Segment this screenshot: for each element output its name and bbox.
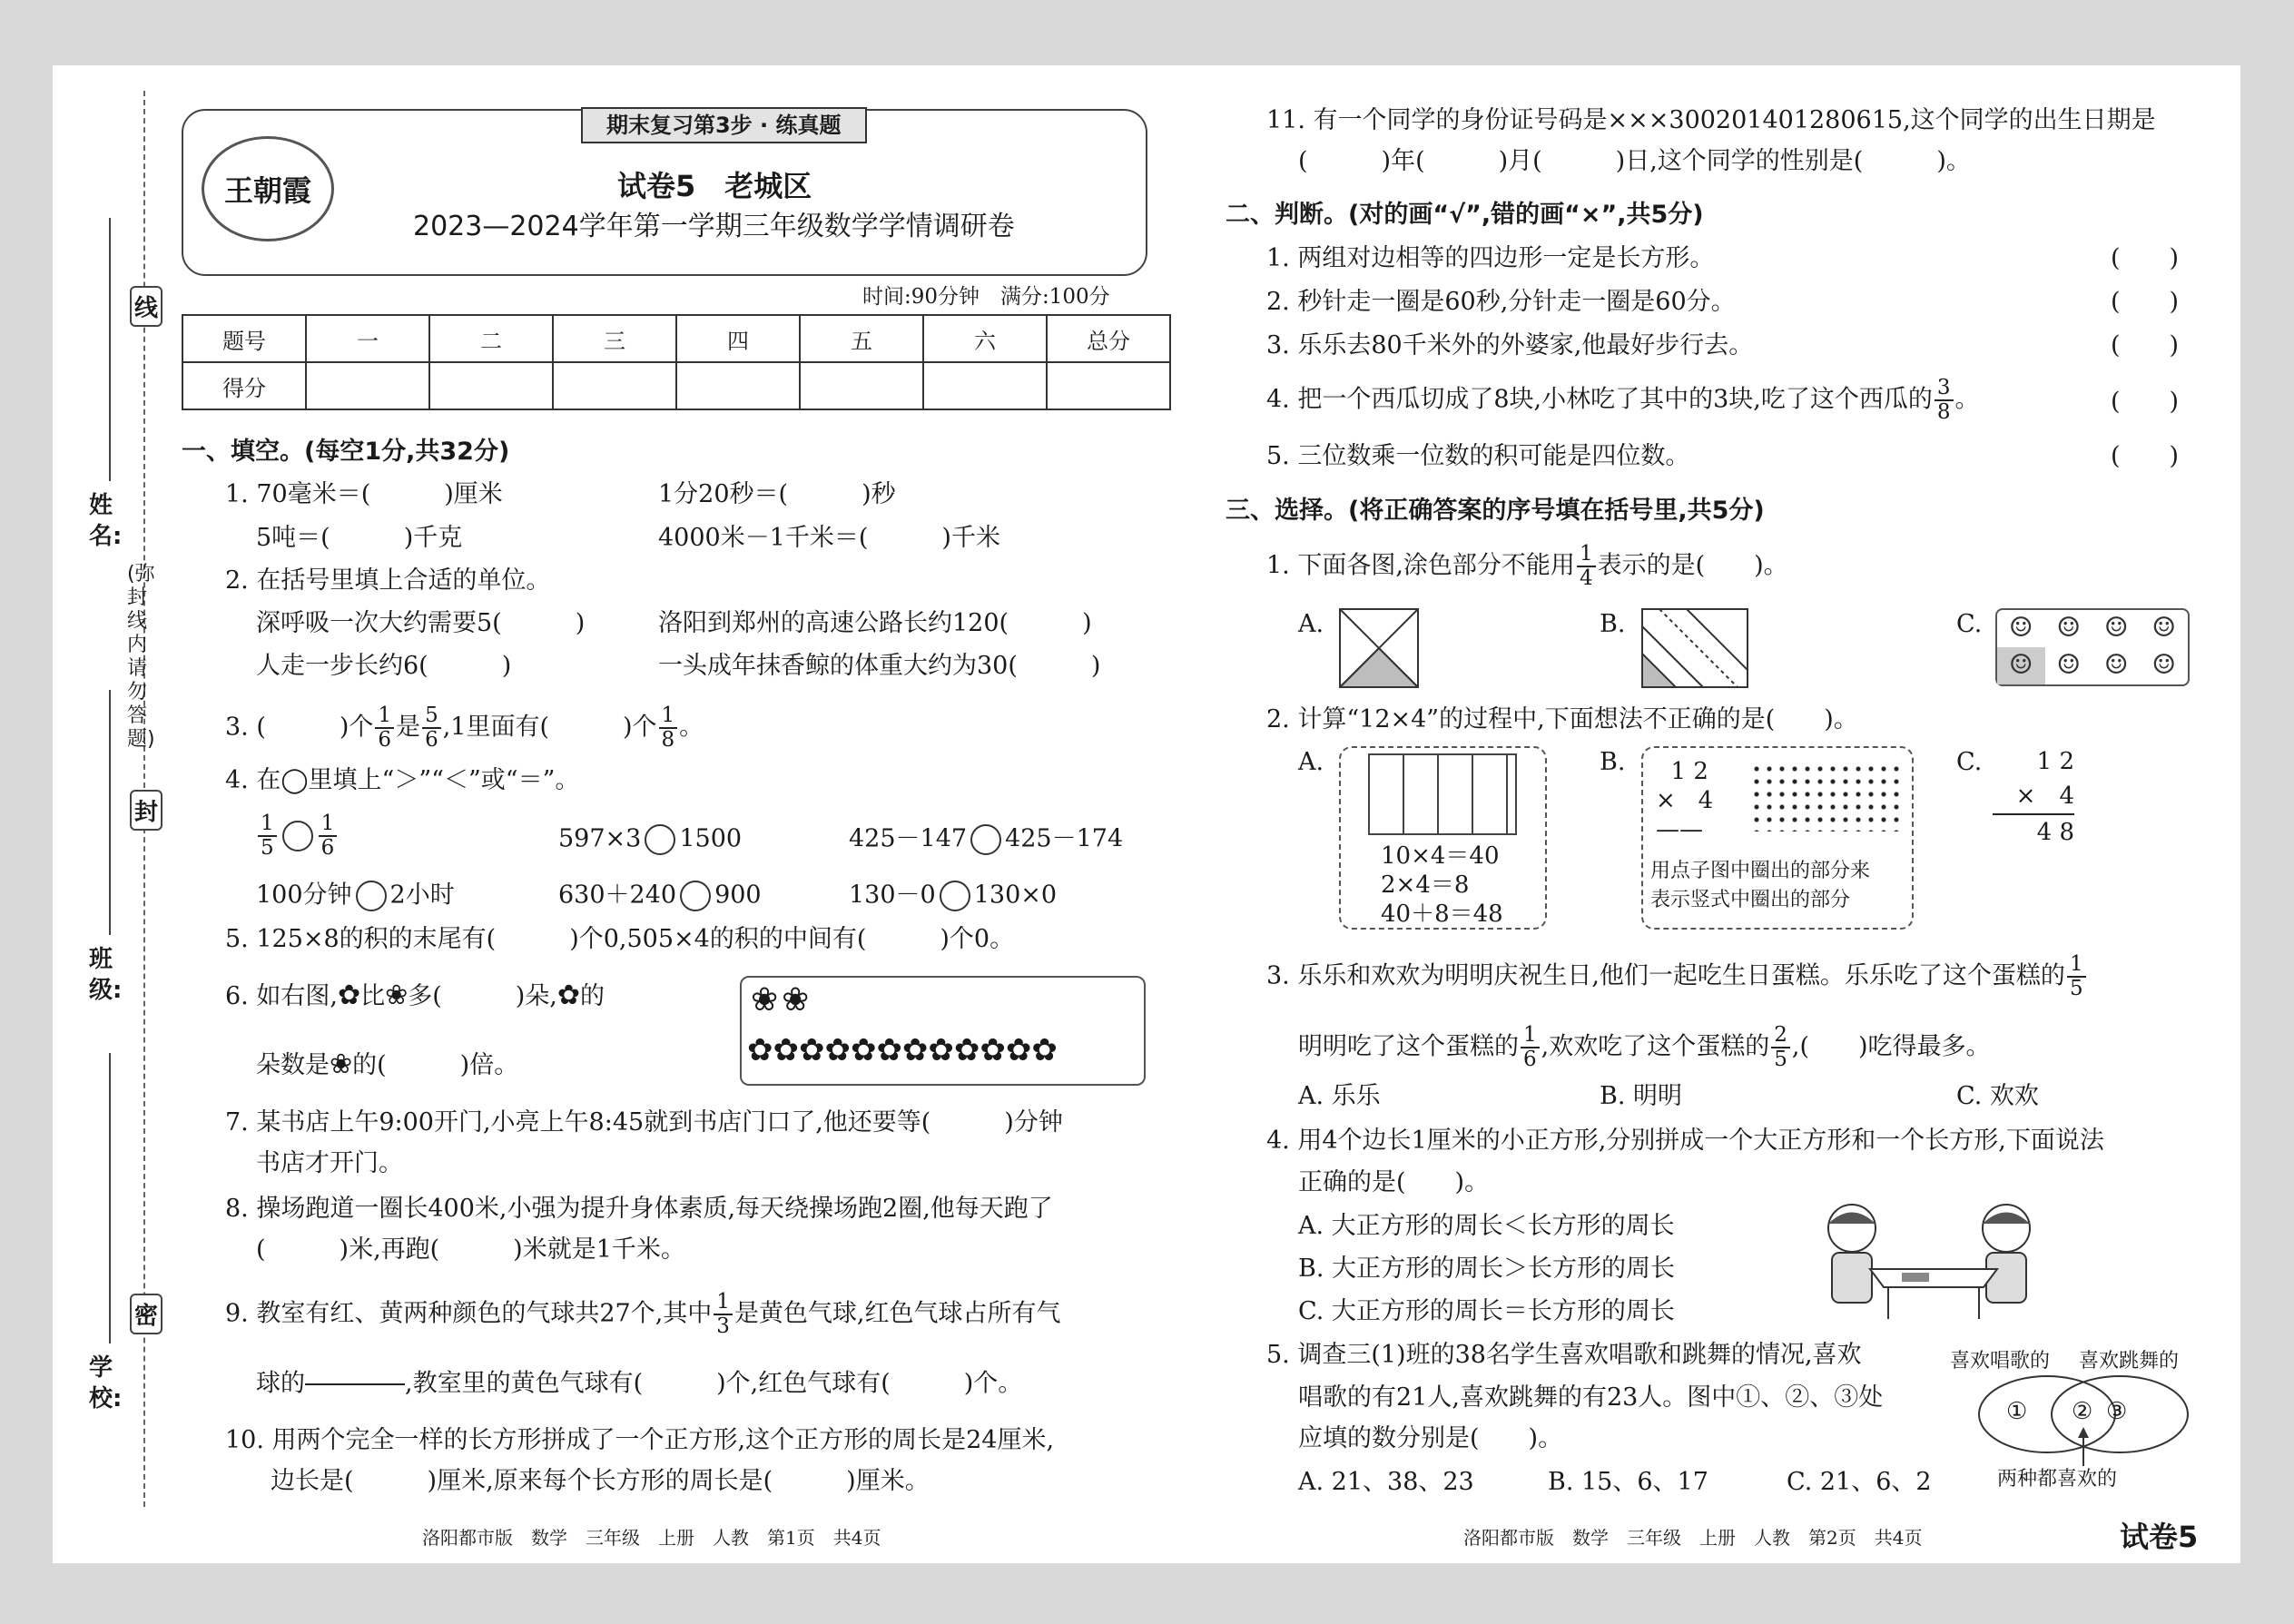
compare-circle[interactable]	[356, 881, 387, 911]
q8a: 8. 操场跑道一圈长400米,小强为提升身体素质,每天绕操场跑2圈,他每天跑了	[225, 1195, 1053, 1223]
fraction: $\frac{1}{8}$	[659, 704, 678, 752]
fraction: $\frac{5}{6}$	[422, 704, 441, 752]
score-cell: 六	[923, 315, 1047, 362]
score-cell: 三	[553, 315, 676, 362]
score-table	[182, 314, 1171, 410]
option-1a-figure[interactable]	[1339, 608, 1419, 688]
q9b: 球的 ,教室里的黄色气球有( )个,红色气球有( )个。	[256, 1362, 1022, 1407]
choice-1: 1. 下面各图,涂色部分不能用 $\frac{1}{4}$ 表示的是( )。	[1266, 542, 1788, 590]
q7b: 书店才开门。	[256, 1149, 403, 1177]
venn-mark-2: ②	[2072, 1398, 2093, 1425]
option-label-b: B.	[1600, 610, 1626, 638]
judge-3: 3. 乐乐去80千米外的外婆家,他最好步行去。	[1266, 331, 1754, 359]
q4b: 597×3 1500	[558, 824, 742, 855]
choice-5-option-c[interactable]: C. 21、6、2	[1787, 1468, 1932, 1496]
option-1c-figure[interactable]	[1995, 608, 2190, 686]
calc-line: 40＋8＝48	[1381, 901, 1503, 928]
flower-row-bottom: ✿✿✿✿✿✿✿✿✿✿✿✿	[747, 1032, 1058, 1068]
q3-text-2: 是	[396, 713, 421, 742]
class-field[interactable]	[109, 690, 111, 935]
venn-mark-1: ①	[2006, 1398, 2028, 1425]
calc-line: × 4	[1993, 779, 2074, 815]
option-2b-text-2: 表示竖式中圈出的部分	[1650, 889, 1851, 911]
choice-5a: 5. 调查三(1)班的38名学生喜欢唱歌和跳舞的情况,喜欢	[1266, 1341, 1862, 1369]
fraction: $\frac{1}{5}$	[2067, 953, 2086, 1000]
footer-left: 洛阳都市版 数学 三年级 上册 人教 第1页 共4页	[422, 1527, 881, 1549]
children-illustration	[1816, 1196, 2043, 1324]
flower-icon: ❀	[330, 1048, 353, 1080]
q4f: 130－0 130×0	[849, 881, 1057, 911]
option-1b-figure[interactable]	[1641, 608, 1748, 688]
score-input[interactable]	[553, 362, 676, 409]
judge-4-answer[interactable]: ( )	[2111, 388, 2180, 416]
q10a: 10. 用两个完全一样的长方形拼成了一个正方形,这个正方形的周长是24厘米,	[225, 1426, 1055, 1454]
compare-circle[interactable]	[282, 821, 313, 851]
score-cell: 得分	[182, 362, 306, 409]
q6b: 朵数是❀的( )倍。	[256, 1048, 519, 1080]
q9a: 9. 教室有红、黄两种颜色的气球共27个,其中 $\frac{1}{3}$ 是黄色气球,红色气球占所有气	[225, 1290, 1061, 1338]
option-label-a: A.	[1298, 748, 1324, 776]
smile-icon: ☺	[2151, 612, 2177, 644]
option-label-a: A.	[1298, 610, 1324, 638]
fraction: $\frac{1}{3}$	[714, 1291, 733, 1338]
q7a: 7. 某书店上午9:00开门,小亮上午8:45就到书店门口了,他还要等( )分钟	[225, 1108, 1063, 1137]
smile-icon: ☺	[2056, 649, 2082, 681]
q4d: 100分钟 2小时	[256, 881, 455, 911]
option-2a-box[interactable]	[1339, 746, 1547, 930]
flower-icon: ❀	[385, 979, 409, 1011]
judge-4: 4. 把一个西瓜切成了8块,小林吃了其中的3块,吃了这个西瓜的 $\frac{3}{8}$ 。	[1266, 376, 1980, 424]
judge-5: 5. 三位数乘一位数的积可能是四位数。	[1266, 442, 1690, 470]
compare-circle[interactable]	[970, 824, 1001, 855]
q3-text-1: 3. ( )个	[225, 713, 374, 742]
flower-row-top: ❀❀	[751, 981, 813, 1019]
score-input[interactable]	[923, 362, 1047, 409]
judge-1-answer[interactable]: ( )	[2111, 244, 2180, 272]
compare-circle[interactable]	[645, 824, 675, 855]
score-input[interactable]	[1047, 362, 1170, 409]
binding-warning: (弥封线内请勿答题)	[127, 563, 155, 751]
smile-icon: ☺	[1997, 647, 2045, 684]
score-input[interactable]	[306, 362, 429, 409]
flower-icon: ✿	[337, 979, 361, 1011]
fraction: $\frac{3}{8}$	[1935, 377, 1954, 424]
judge-3-answer[interactable]: ( )	[2111, 331, 2180, 359]
q8b: ( )米,再跑( )米就是1千米。	[256, 1235, 685, 1264]
venn-label-left: 喜欢唱歌的	[1950, 1350, 2051, 1373]
q2a: 深呼吸一次大约需要5( )	[256, 609, 586, 637]
choice-3a: 3. 乐乐和欢欢为明明庆祝生日,他们一起吃生日蛋糕。乐乐吃了这个蛋糕的 $\frac{1}{5}$	[1266, 953, 2088, 1000]
venn-mark-3: ③	[2106, 1398, 2128, 1425]
score-input[interactable]	[429, 362, 553, 409]
choice-5c: 应填的数分别是( )。	[1298, 1424, 1563, 1452]
option-2b-box[interactable]	[1641, 746, 1914, 930]
choice-3-option-c[interactable]: C. 欢欢	[1956, 1082, 2039, 1110]
q5: 5. 125×8的积的末尾有( )个0,505×4的积的中间有( )个0。	[225, 925, 1015, 953]
choice-5b: 唱歌的有21人,喜欢跳舞的有23人。图中①、②、③处	[1298, 1383, 1884, 1412]
option-2c-figure[interactable]	[1993, 744, 2074, 850]
choice-3-option-a[interactable]: A. 乐乐	[1298, 1082, 1381, 1110]
choice-4-option-b[interactable]: B. 大正方形的周长＞长方形的周长	[1298, 1255, 1676, 1283]
q11a: 11. 有一个同学的身份证号码是×××300201401280615,这个同学的出生日期是	[1266, 106, 2156, 134]
name-label: 姓名:	[89, 492, 123, 550]
choice-3-option-b[interactable]: B. 明明	[1600, 1082, 1683, 1110]
q3-text-4: 。	[679, 713, 704, 742]
q10b: 边长是( )厘米,原来每个长方形的周长是( )厘米。	[271, 1467, 930, 1495]
q2b: 洛阳到郑州的高速公路长约120( )	[658, 609, 1092, 637]
judge-2: 2. 秒针走一圈是60秒,分针走一圈是60分。	[1266, 288, 1736, 316]
banner: 期末复习第3步 · 练真题	[581, 107, 867, 143]
q1c: 5吨＝( )千克	[256, 524, 463, 552]
choice-4a: 4. 用4个边长1厘米的小正方形,分别拼成一个大正方形和一个长方形,下面说法	[1266, 1127, 2104, 1155]
score-value-row	[182, 362, 1170, 409]
venn-label-right: 喜欢跳舞的	[2079, 1350, 2180, 1373]
school-label: 学校:	[89, 1354, 123, 1412]
q1b: 1分20秒＝( )秒	[658, 480, 896, 508]
fraction: $\frac{1}{6}$	[1521, 1024, 1540, 1071]
exam-title: 试卷5 老城区	[617, 169, 812, 203]
name-field[interactable]	[109, 218, 111, 481]
choice-4b: 正确的是( )。	[1298, 1168, 1490, 1196]
venn-label-bottom: 两种都喜欢的	[1997, 1468, 2118, 1491]
flower-icon: ✿	[556, 979, 581, 1011]
choice-4-option-c[interactable]: C. 大正方形的周长＝长方形的周长	[1298, 1297, 1675, 1325]
q4e: 630＋240 900	[558, 881, 762, 911]
q1a: 1. 70毫米＝( )厘米	[225, 480, 503, 508]
flower-figure	[740, 976, 1146, 1086]
score-cell: 二	[429, 315, 553, 362]
calc-line: 2×4＝8	[1381, 871, 1470, 899]
score-cell: 五	[800, 315, 923, 362]
calc-line: 10×4＝40	[1381, 842, 1500, 870]
stick-bundle-figure	[1368, 753, 1517, 835]
score-cell: 题号	[182, 315, 306, 362]
calc-line: 4 8	[2036, 819, 2074, 846]
fraction: $\frac{1}{5}$	[258, 812, 277, 860]
score-header-row	[182, 315, 1170, 362]
q4c: 425－147 425－174	[849, 824, 1123, 855]
section1-title: 一、填空。(每空1分,共32分)	[182, 438, 510, 466]
q2: 2. 在括号里填上合适的单位。	[225, 566, 551, 595]
q3-text-3: ,1里面有( )个	[442, 713, 657, 742]
binding-mark-line: 线	[130, 286, 162, 327]
logo	[202, 136, 334, 241]
q2c: 人走一步长约6( )	[256, 652, 512, 680]
choice-4-option-a[interactable]: A. 大正方形的周长＜长方形的周长	[1298, 1212, 1675, 1240]
fraction: $\frac{2}{5}$	[1771, 1024, 1790, 1071]
calc-line: 1 2	[2036, 748, 2074, 775]
smile-icon: ☺	[2151, 649, 2177, 681]
option-label-b: B.	[1600, 748, 1626, 776]
q1d: 4000米－1千米＝( )千米	[658, 524, 1000, 552]
section2-title: 二、判断。(对的画“√”,错的画“×”,共5分)	[1226, 201, 1704, 229]
fraction: $\frac{1}{6}$	[319, 812, 338, 860]
score-input[interactable]	[676, 362, 800, 409]
q3	[225, 704, 704, 752]
smile-icon: ☺	[2103, 612, 2129, 644]
compare-circle[interactable]	[680, 881, 711, 911]
judge-1: 1. 两组对边相等的四边形一定是长方形。	[1266, 244, 1715, 272]
smile-icon: ☺	[2056, 612, 2082, 644]
class-label: 班级:	[89, 946, 123, 1004]
page-badge: 试卷5	[2120, 1520, 2199, 1554]
score-cell: 总分	[1047, 315, 1170, 362]
q2d: 一头成年抹香鲸的体重大约为30( )	[658, 652, 1101, 680]
score-input[interactable]	[800, 362, 923, 409]
score-cell: 一	[306, 315, 429, 362]
choice-2: 2. 计算“12×4”的过程中,下面想法不正确的是( )。	[1266, 705, 1858, 733]
compare-circle[interactable]	[940, 881, 970, 911]
logo-text: 王朝霞	[223, 173, 311, 208]
option-label-c: C.	[1956, 610, 1983, 638]
choice-3b: 明明吃了这个蛋糕的 $\frac{1}{6}$ ,欢欢吃了这个蛋糕的 $\frac{2}{5}$ ,( )吃得最多。	[1298, 1023, 1991, 1071]
binding-mark-secret: 密	[130, 1294, 162, 1334]
option-label-c: C.	[1956, 748, 1983, 776]
dot-array-figure	[1750, 763, 1905, 832]
judge-5-answer[interactable]: ( )	[2111, 442, 2180, 470]
school-field[interactable]	[109, 1053, 111, 1343]
fraction: $\frac{1}{4}$	[1577, 543, 1596, 590]
score-cell: 四	[676, 315, 800, 362]
footer-right: 洛阳都市版 数学 三年级 上册 人教 第2页 共4页	[1463, 1527, 1923, 1549]
section3-title: 三、选择。(将正确答案的序号填在括号里,共5分)	[1226, 497, 1765, 525]
smile-icon: ☺	[2103, 649, 2129, 681]
smile-icon: ☺	[2008, 612, 2033, 644]
q4a	[256, 812, 339, 860]
judge-2-answer[interactable]: ( )	[2111, 288, 2180, 316]
fraction-blank[interactable]	[305, 1362, 405, 1407]
q4: 4. 在◯里填上“＞”“＜”或“＝”。	[225, 766, 580, 794]
exam-subtitle: 2023—2024学年第一学期三年级数学学情调研卷	[413, 211, 1015, 242]
choice-5-option-a[interactable]: A. 21、38、23	[1298, 1468, 1474, 1496]
time-info: 时间:90分钟 满分:100分	[862, 285, 1110, 309]
choice-5-option-b[interactable]: B. 15、6、17	[1548, 1468, 1708, 1496]
vertical-calc-figure: 1 2 × 4 ——	[1656, 758, 1714, 843]
binding-mark-seal: 封	[130, 790, 162, 831]
q6a: 6. 如右图,✿比❀多( )朵,✿的	[225, 979, 605, 1011]
fraction: $\frac{1}{6}$	[375, 704, 394, 752]
q11b: ( )年( )月( )日,这个同学的性别是( )。	[1298, 147, 1971, 175]
option-2b-text-1: 用点子图中圈出的部分来	[1650, 860, 1871, 882]
